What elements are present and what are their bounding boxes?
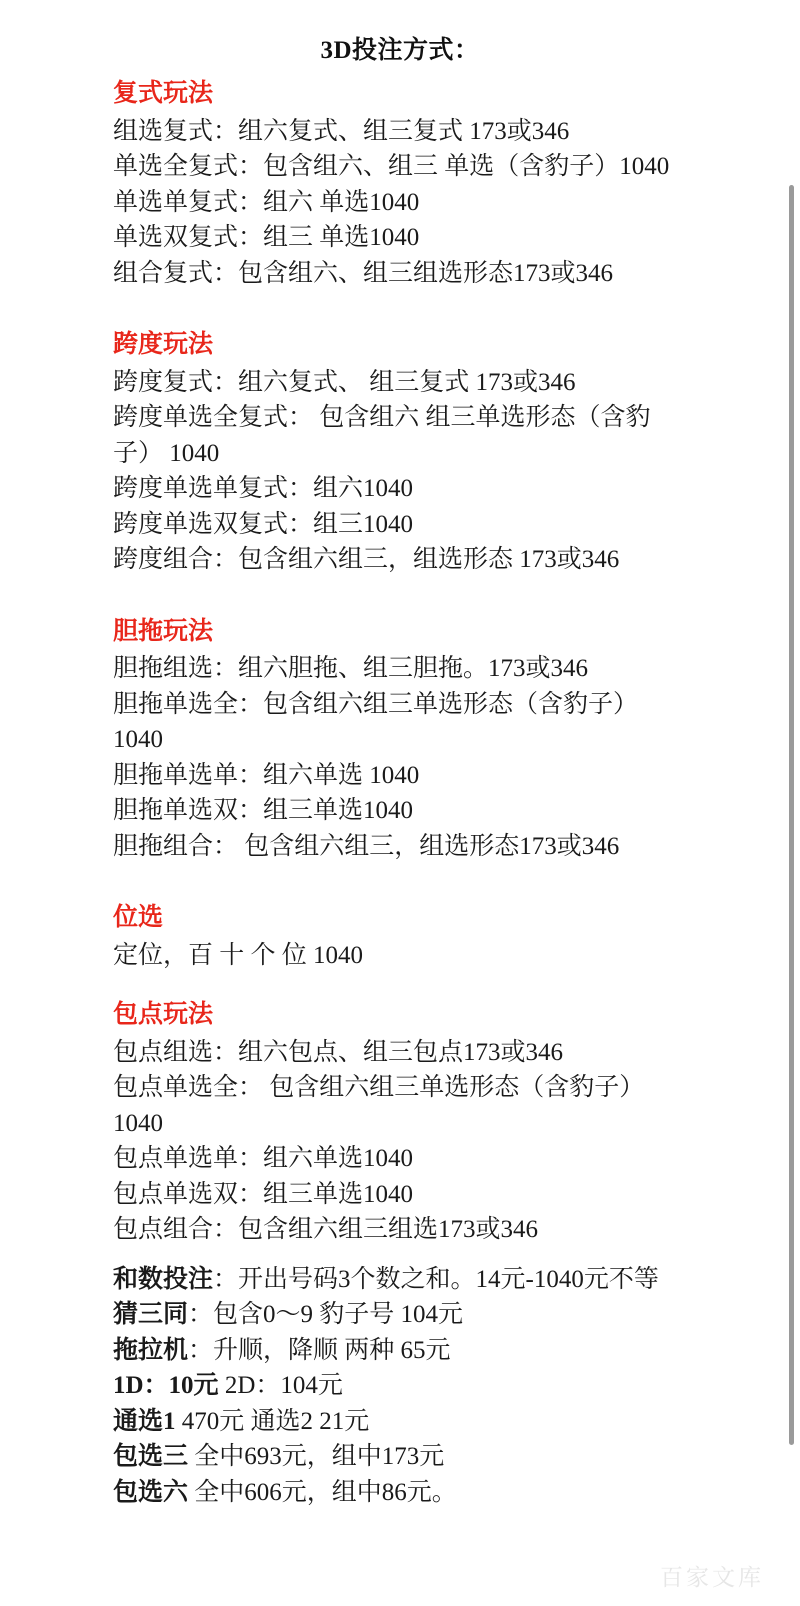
page-title: 3D投注方式：	[320, 37, 480, 64]
section-heading: 胆拖玩法	[113, 617, 214, 645]
extra-line	[113, 1297, 670, 1333]
extra-line-label: 包选三	[113, 1443, 189, 1470]
extra-line	[113, 1333, 670, 1369]
spacer	[113, 987, 670, 997]
extra-line-text: ：包含0～9 豹子号 104元	[188, 1301, 464, 1328]
section-line: 定位，百 十 个 位 1040	[113, 941, 364, 969]
section-heading: 跨度玩法	[113, 331, 214, 358]
section-fushi	[113, 76, 670, 291]
extra-line-text: 全中693元，组中173元	[188, 1443, 445, 1470]
section-heading: 包点玩法	[113, 1001, 214, 1028]
section-line: 跨度单选双复式：组三1040	[113, 510, 414, 538]
extra-line-text: ：升顺，降顺 两种 65元	[188, 1336, 451, 1364]
section-line: 跨度组合：包含组六组三，组选形态 173或346	[113, 546, 620, 573]
section-line: 包点单选单：组六单选1040	[113, 1145, 414, 1172]
extra-line	[113, 1439, 670, 1475]
document-content	[0, 76, 800, 1510]
vertical-scrollbar[interactable]	[789, 185, 794, 1445]
section-line: 单选双复式：组三 单选1040	[113, 224, 420, 251]
section-line: 胆拖单选单：组六单选 1040	[113, 761, 420, 789]
section-line: 胆拖组合： 包含组六组三，组选形态173或346	[113, 832, 620, 860]
extra-line	[113, 1404, 670, 1440]
extra-line	[113, 1368, 670, 1404]
spacer	[113, 592, 670, 614]
extra-line-label: 猜三同	[113, 1301, 189, 1328]
section-heading: 位选	[113, 904, 164, 931]
section-heading: 复式玩法	[113, 80, 214, 107]
extra-line-text: 2D：104元	[218, 1372, 343, 1399]
spacer	[113, 305, 670, 327]
section-line: 包点组合：包含组六组三组选173或346	[113, 1216, 539, 1243]
section-kuadu	[113, 327, 670, 578]
section-line: 包点组选：组六包点、组三包点173或346	[113, 1038, 564, 1066]
section-line: 包点单选双：组三单选1040	[113, 1180, 414, 1208]
extra-line-label: 和数投注	[113, 1265, 214, 1293]
extra-line-label: 1D：10元	[113, 1372, 219, 1399]
extra-line-label: 包选六	[113, 1478, 189, 1506]
section-line: 胆拖单选全：包含组六组三单选形态（含豹子）1040	[113, 690, 639, 753]
extra-line-label: 通选1	[113, 1407, 176, 1435]
extra-line-text: ：开出号码3个数之和。14元-1040元不等	[213, 1265, 659, 1293]
section-line: 胆拖组选：组六胆拖、组三胆拖。173或346	[113, 655, 589, 682]
watermark: 百家文库	[660, 1564, 764, 1590]
extra-line-text: 全中606元，组中86元。	[188, 1478, 457, 1506]
extra-line-text: 470元 通选2 21元	[175, 1407, 370, 1435]
section-line: 组合复式：包含组六、组三组选形态173或346	[113, 259, 614, 287]
extra-line	[113, 1262, 670, 1298]
section-baodian	[113, 997, 670, 1248]
section-line: 单选全复式：包含组六、组三 单选（含豹子）1040	[113, 153, 670, 180]
section-line: 组选复式：组六复式、组三复式 173或346	[113, 117, 570, 145]
section-line: 跨度单选全复式： 包含组六 组三单选形态（含豹子） 1040	[113, 404, 651, 467]
section-dantuo	[113, 614, 670, 865]
section-extra	[113, 1262, 670, 1511]
section-line: 包点单选全： 包含组六组三单选形态（含豹子）1040	[113, 1074, 645, 1137]
extra-line	[113, 1475, 670, 1511]
section-line: 跨度单选单复式：组六1040	[113, 475, 414, 502]
spacer	[113, 878, 670, 900]
section-line: 胆拖单选双：组三单选1040	[113, 797, 414, 824]
section-line: 单选单复式：组六 单选1040	[113, 188, 420, 216]
section-line: 跨度复式：组六复式、 组三复式 173或346	[113, 368, 576, 396]
extra-line-label: 拖拉机	[113, 1336, 189, 1364]
section-weixuan	[113, 900, 670, 973]
